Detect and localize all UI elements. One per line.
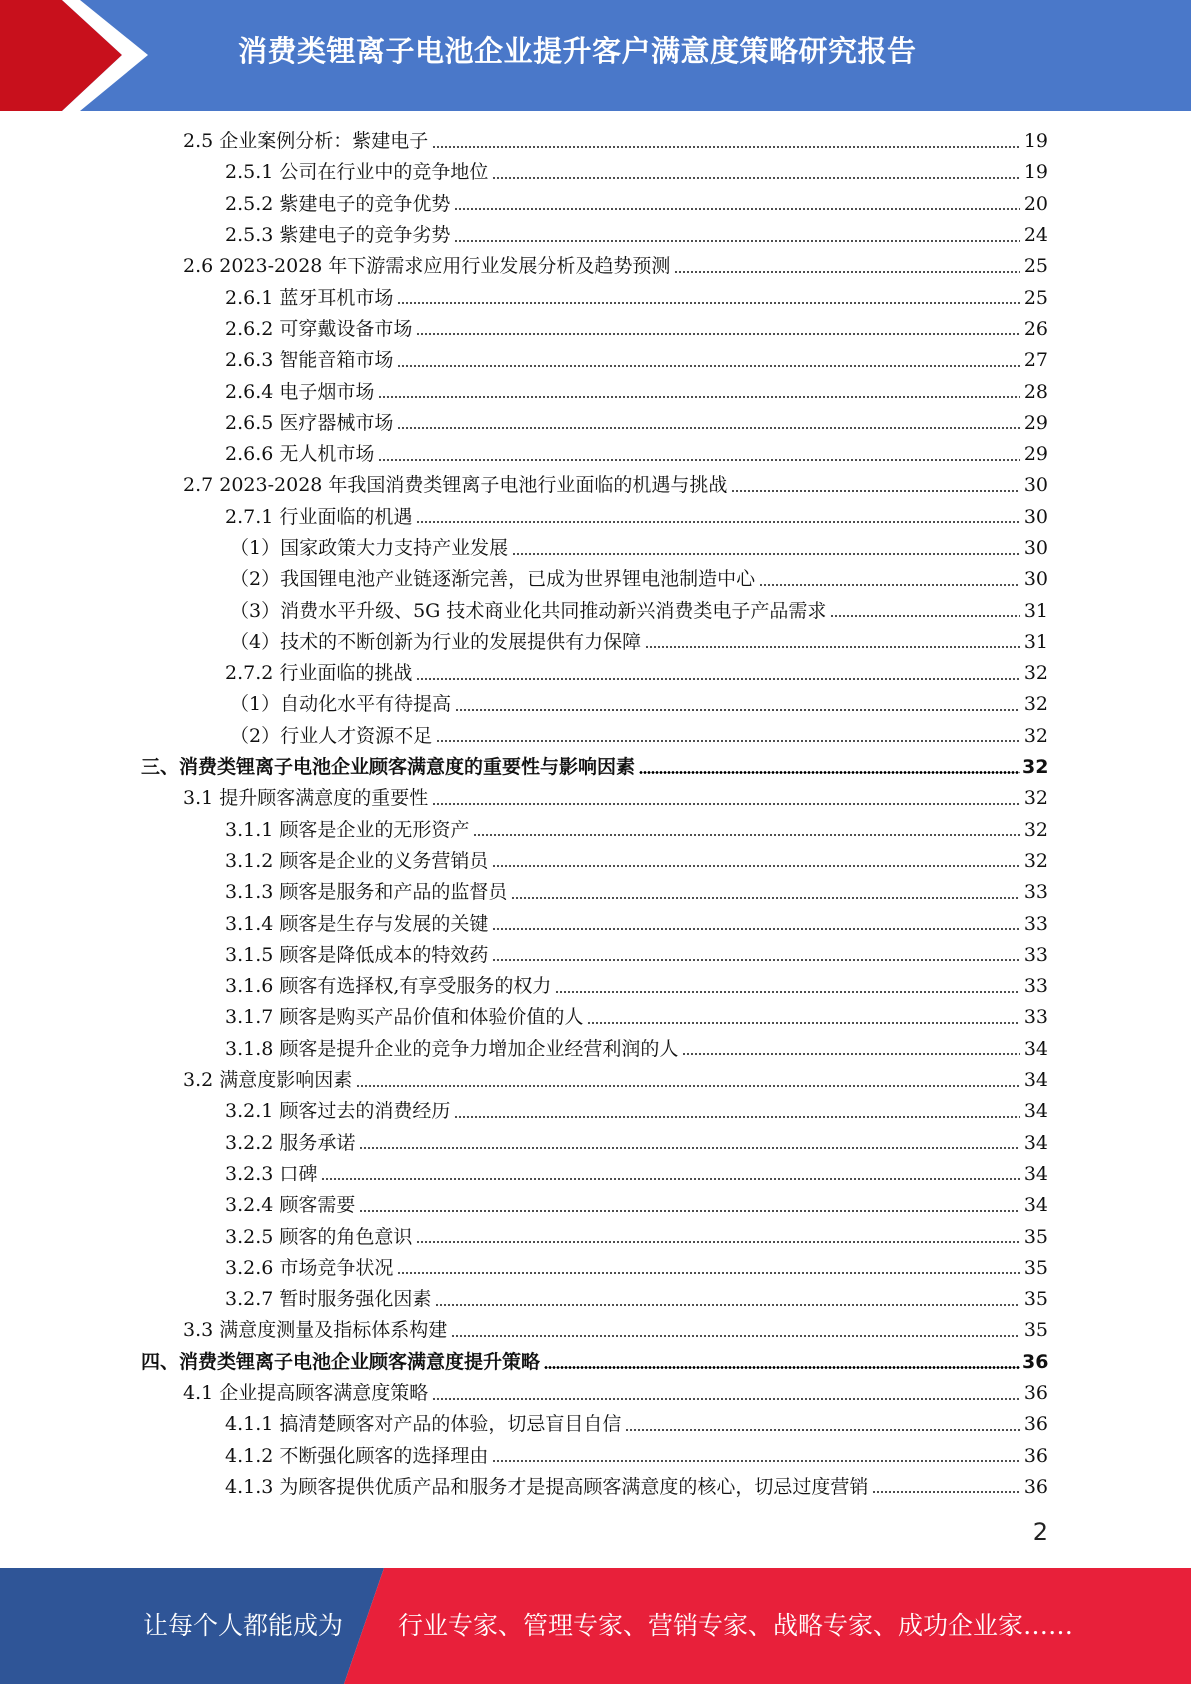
toc-entry-page: 34	[1023, 1194, 1048, 1217]
toc-entry-title: 3.1.4 顾客是生存与发展的关键	[225, 912, 489, 935]
toc-entry-title: 4.1.1 搞清楚顾客对产品的体验，切忌盲目自信	[225, 1413, 622, 1436]
toc-entry-page: 35	[1023, 1319, 1048, 1342]
toc-entry[interactable]	[0, 1472, 1191, 1503]
toc-leader-dots	[587, 1022, 1020, 1024]
toc-entry-page: 33	[1023, 912, 1048, 935]
toc-entry-page: 32	[1023, 818, 1048, 841]
footer-slogan-left: 让每个人都能成为	[143, 1611, 344, 1640]
page-header	[0, 0, 1191, 111]
toc-entry[interactable]	[0, 376, 1191, 407]
toc-entry-page: 28	[1023, 380, 1048, 403]
toc-leader-dots	[359, 1210, 1020, 1212]
toc-entry-title: 2.6.6 无人机市场	[225, 443, 375, 466]
toc-leader-dots	[397, 365, 1020, 367]
toc-entry[interactable]	[0, 345, 1191, 376]
toc-entry[interactable]	[0, 157, 1191, 188]
toc-entry[interactable]	[0, 658, 1191, 689]
page-number: 2	[1032, 1518, 1048, 1546]
toc-leader-dots	[492, 1460, 1020, 1462]
toc-entry-page: 19	[1023, 130, 1048, 153]
toc-leader-dots	[674, 271, 1020, 273]
toc-entry-title: 3.2 满意度影响因素	[183, 1069, 353, 1092]
toc-entry-page: 35	[1023, 1225, 1048, 1248]
toc-entry[interactable]	[0, 1065, 1191, 1096]
toc-entry-page: 33	[1023, 943, 1048, 966]
toc-entry-title: 3.1.8 顾客是提升企业的竞争力增加企业经营利润的人	[225, 1037, 679, 1060]
toc-entry-page: 25	[1023, 286, 1048, 309]
toc-entry-title: 2.6 2023-2028 年下游需求应用行业发展分析及趋势预测	[183, 255, 671, 278]
toc-entry-page: 34	[1023, 1131, 1048, 1154]
toc-entry-page: 34	[1023, 1100, 1048, 1123]
toc-entry-page: 20	[1023, 192, 1048, 215]
toc-entry[interactable]	[0, 815, 1191, 846]
toc-entry-title: （3）消费水平升级、5G 技术商业化共同推动新兴消费类电子产品需求	[230, 599, 827, 622]
toc-leader-dots	[645, 646, 1020, 648]
toc-leader-dots	[731, 490, 1020, 492]
toc-entry-title: 3.2.4 顾客需要	[225, 1194, 356, 1217]
toc-entry-page: 30	[1023, 568, 1048, 591]
toc-entry-page: 32	[1022, 756, 1049, 779]
toc-leader-dots	[435, 1304, 1020, 1306]
toc-entry[interactable]	[0, 908, 1191, 939]
toc-entry[interactable]	[0, 721, 1191, 752]
toc-entry[interactable]	[0, 1221, 1191, 1252]
toc-entry-title: 2.6.2 可穿戴设备市场	[225, 317, 413, 340]
toc-entry[interactable]	[0, 595, 1191, 626]
toc-entry-title: （2）我国锂电池产业链逐渐完善，已成为世界锂电池制造中心	[230, 568, 756, 591]
toc-entry-title: 4.1 企业提高顾客满意度策略	[183, 1382, 429, 1405]
toc-leader-dots	[555, 991, 1020, 993]
toc-entry[interactable]	[0, 1347, 1191, 1378]
toc-entry-page: 19	[1023, 161, 1048, 184]
toc-entry-page: 33	[1023, 975, 1048, 998]
toc-entry[interactable]	[0, 846, 1191, 877]
toc-leader-dots	[492, 959, 1020, 961]
toc-entry-page: 32	[1023, 662, 1048, 685]
toc-entry[interactable]	[0, 1128, 1191, 1159]
toc-entry-page: 32	[1023, 693, 1048, 716]
toc-entry-title: 3.2.6 市场竞争状况	[225, 1256, 394, 1279]
toc-entry[interactable]	[0, 282, 1191, 313]
toc-leader-dots	[759, 584, 1020, 586]
toc-entry[interactable]	[0, 971, 1191, 1002]
toc-entry-page: 34	[1023, 1162, 1048, 1185]
toc-entry[interactable]	[0, 1190, 1191, 1221]
toc-entry[interactable]	[0, 752, 1191, 783]
toc-entry[interactable]	[0, 251, 1191, 282]
toc-entry-page: 30	[1023, 505, 1048, 528]
toc-entry[interactable]	[0, 1378, 1191, 1409]
toc-leader-dots	[454, 1116, 1020, 1118]
toc-entry[interactable]	[0, 689, 1191, 720]
toc-entry-page: 26	[1023, 317, 1048, 340]
toc-leader-dots	[356, 1085, 1020, 1087]
toc-leader-dots	[436, 740, 1020, 742]
toc-entry-title: 2.7.2 行业面临的挑战	[225, 662, 413, 685]
toc-entry-title: 2.6.3 智能音箱市场	[225, 349, 394, 372]
toc-entry[interactable]	[0, 502, 1191, 533]
toc-entry-title: 2.5.2 紫建电子的竞争优势	[225, 192, 451, 215]
toc-leader-dots	[321, 1178, 1020, 1180]
toc-entry-page: 30	[1023, 474, 1048, 497]
toc-entry-title: 4.1.2 不断强化顾客的选择理由	[225, 1444, 489, 1467]
toc-entry[interactable]	[0, 783, 1191, 814]
toc-leader-dots	[492, 928, 1020, 930]
toc-leader-dots	[492, 177, 1020, 179]
toc-entry[interactable]	[0, 940, 1191, 971]
toc-leader-dots	[454, 240, 1020, 242]
toc-entry-title: 3.1.6 顾客有选择权,有享受服务的权力	[225, 975, 552, 998]
toc-entry-page: 34	[1023, 1069, 1048, 1092]
toc-entry-page: 36	[1023, 1382, 1048, 1405]
toc-entry-title: 3.2.5 顾客的角色意识	[225, 1225, 413, 1248]
toc-entry[interactable]	[0, 126, 1191, 157]
toc-entry[interactable]	[0, 1253, 1191, 1284]
toc-entry-title: 3.2.7 暂时服务强化因素	[225, 1288, 432, 1311]
toc-entry-page: 35	[1023, 1288, 1048, 1311]
toc-entry-title: 3.1.3 顾客是服务和产品的监督员	[225, 881, 508, 904]
toc-leader-dots	[492, 865, 1020, 867]
toc-entry-title: 2.7.1 行业面临的机遇	[225, 505, 413, 528]
toc-entry-title: 3.1.7 顾客是购买产品价值和体验价值的人	[225, 1006, 584, 1029]
toc-entry-page: 31	[1023, 599, 1048, 622]
toc-entry-title: （1）自动化水平有待提高	[230, 693, 452, 716]
toc-entry-title: 四、消费类锂离子电池企业顾客满意度提升策略	[141, 1350, 541, 1373]
toc-leader-dots	[378, 396, 1020, 398]
toc-entry-page: 36	[1022, 1350, 1049, 1373]
toc-leader-dots	[544, 1366, 1020, 1369]
toc-entry[interactable]	[0, 1159, 1191, 1190]
document-title: 消费类锂离子电池企业提升客户满意度策略研究报告	[238, 34, 917, 68]
toc-leader-dots	[451, 1335, 1020, 1337]
toc-leader-dots	[872, 1491, 1020, 1493]
toc-entry-title: 3.2.2 服务承诺	[225, 1131, 356, 1154]
toc-entry-page: 29	[1023, 411, 1048, 434]
toc-entry-title: 2.6.5 医疗器械市场	[225, 411, 394, 434]
toc-entry[interactable]	[0, 220, 1191, 251]
toc-leader-dots	[359, 1147, 1020, 1149]
toc-entry-page: 24	[1023, 224, 1048, 247]
toc-entry-page: 36	[1023, 1444, 1048, 1467]
toc-entry-title: 2.5.3 紫建电子的竞争劣势	[225, 224, 451, 247]
toc-leader-dots	[416, 333, 1020, 335]
toc-entry-page: 34	[1023, 1037, 1048, 1060]
toc-entry[interactable]	[0, 314, 1191, 345]
toc-leader-dots	[639, 771, 1020, 774]
toc-entry-page: 35	[1023, 1256, 1048, 1279]
toc-leader-dots	[682, 1053, 1020, 1055]
toc-leader-dots	[455, 709, 1020, 711]
toc-entry[interactable]	[0, 1096, 1191, 1127]
toc-entry-title: 3.1.5 顾客是降低成本的特效药	[225, 943, 489, 966]
toc-entry-title: 3.3 满意度测量及指标体系构建	[183, 1319, 448, 1342]
toc-entry[interactable]	[0, 408, 1191, 439]
toc-entry-title: （1）国家政策大力支持产业发展	[230, 537, 509, 559]
toc-leader-dots	[473, 834, 1020, 836]
toc-entry-page: 36	[1023, 1413, 1048, 1436]
toc-entry[interactable]	[0, 1034, 1191, 1065]
toc-entry-title: 2.7 2023-2028 年我国消费类锂离子电池行业面临的机遇与挑战	[183, 474, 728, 497]
toc-entry[interactable]	[0, 1002, 1191, 1033]
toc-leader-dots	[625, 1429, 1020, 1431]
toc-entry-title: 2.6.1 蓝牙耳机市场	[225, 286, 394, 309]
toc-leader-dots	[432, 803, 1020, 805]
toc-entry-title: 2.5.1 公司在行业中的竞争地位	[225, 161, 489, 184]
toc-leader-dots	[416, 1241, 1020, 1243]
toc-entry-page: 32	[1023, 849, 1048, 872]
toc-leader-dots	[512, 553, 1020, 555]
toc-leader-dots	[378, 459, 1020, 461]
toc-entry[interactable]	[0, 1440, 1191, 1471]
toc-leader-dots	[830, 615, 1020, 617]
toc-entry-title: 3.1 提升顾客满意度的重要性	[183, 787, 429, 810]
toc-entry-page: 27	[1023, 349, 1048, 372]
toc-leader-dots	[397, 302, 1020, 304]
toc-leader-dots	[432, 1398, 1020, 1400]
toc-entry[interactable]	[0, 1409, 1191, 1440]
toc-entry-page: 31	[1023, 630, 1048, 653]
toc-leader-dots	[416, 521, 1020, 523]
toc-entry[interactable]	[0, 470, 1191, 501]
toc-entry-title: （4）技术的不断创新为行业的发展提供有力保障	[230, 630, 642, 653]
toc-entry[interactable]	[0, 877, 1191, 908]
toc-entry[interactable]	[0, 1315, 1191, 1346]
toc-entry-title: 2.5 企业案例分析：紫建电子	[183, 130, 429, 153]
toc-leader-dots	[397, 427, 1020, 429]
toc-leader-dots	[397, 1272, 1020, 1274]
toc-entry-title: 2.6.4 电子烟市场	[225, 380, 375, 403]
toc-entry[interactable]	[0, 1284, 1191, 1315]
toc-entry[interactable]	[0, 627, 1191, 658]
toc-entry[interactable]	[0, 189, 1191, 220]
toc-entry-page: 33	[1023, 1006, 1048, 1029]
toc-entry-title: 3.2.1 顾客过去的消费经历	[225, 1100, 451, 1123]
toc-leader-dots	[454, 208, 1020, 210]
toc-entry[interactable]	[0, 564, 1191, 595]
toc-leader-dots	[511, 897, 1020, 899]
toc-entry[interactable]	[0, 533, 1191, 564]
toc-entry-title: 3.1.1 顾客是企业的无形资产	[225, 818, 470, 841]
toc-entry-title: 3.1.2 顾客是企业的义务营销员	[225, 849, 489, 872]
toc-entry-title: 4.1.3 为顾客提供优质产品和服务才是提高顾客满意度的核心，切忌过度营销	[225, 1475, 869, 1498]
toc-entry-page: 32	[1023, 724, 1048, 747]
toc-entry-page: 36	[1023, 1475, 1048, 1498]
page-footer	[0, 1568, 1191, 1684]
toc-entry-page: 32	[1023, 787, 1048, 810]
toc-entry-title: （2）行业人才资源不足	[230, 724, 433, 747]
toc-leader-dots	[432, 146, 1020, 148]
footer-slogan-right: 行业专家、管理专家、营销专家、战略专家、成功企业家……	[398, 1611, 1074, 1640]
toc-entry-page: 33	[1023, 881, 1048, 904]
toc-leader-dots	[416, 678, 1020, 680]
toc-entry-page: 29	[1023, 443, 1048, 466]
toc-entry-page: 25	[1023, 255, 1048, 278]
toc-entry-title: 三、消费类锂离子电池企业顾客满意度的重要性与影响因素	[141, 756, 636, 779]
toc-entry[interactable]	[0, 439, 1191, 470]
table-of-contents	[0, 126, 1191, 1503]
toc-entry-title: 3.2.3 口碑	[225, 1162, 318, 1185]
toc-entry-page: 30	[1023, 537, 1048, 559]
